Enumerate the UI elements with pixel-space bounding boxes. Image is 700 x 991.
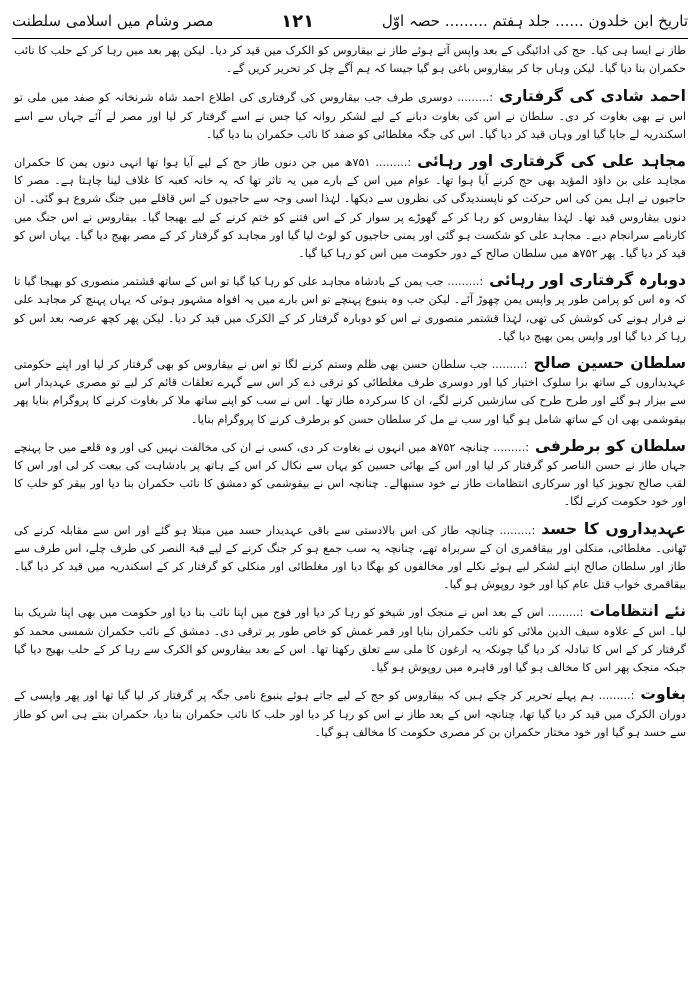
section-heading: نئے انتظامات [589, 602, 686, 621]
paragraph [14, 87, 686, 144]
paragraph [14, 271, 686, 346]
section-heading: سلطان کو برطرفی [535, 436, 686, 455]
paragraph-text: طاز نے ایسا ہی کیا۔ حج کی ادائیگی کے بعد واپس آتے ہوئے طاز نے بیقاروس کو الکرک میں قید کر دیا۔ لیکن پھر بعد میں رہا کر کے حلب کا نائب حکمران بنا دیا گیا۔ لیکن وہاں جا کر بیقاروس باغی ہو گیا جیسا کہ ہم آگے چل کر تحریر کریں گے۔ [14, 44, 686, 76]
paragraph-text: :......... جب سلطان حسن بھی ظلم وستم کرنے لگا تو اس نے بیقاروس کو بھی گرفتار کر لیا اور اپنے حکومتی عہدیداروں کے ساتھ برا سلوک اختیار کیا اور دوسری طرف مغلطائی کو ترقی دے کر اس سے گہرے تعلقات قائم کر لیے تو مصری عہدیدار اس سے بیزار ہو گئے اور طرح طرح کی سازشیں کرنے لگے، ان کا سرکردہ طاز تھا۔ اس نے سب کو اپنے ساتھ ملا کر بغاوت کرنے کا پروگرام بنایا پھر بیقوشمی بھی ان کے ساتھ شامل ہو گیا اور سب نے مل کر سلطان حسن کو برطرف کرنے کا پروگرام بنایا۔ [14, 358, 686, 426]
paragraph [14, 152, 686, 263]
paragraph [14, 437, 686, 512]
paragraph-text: :......... جب یمن کے بادشاہ مجاہد علی کو رہا کیا گیا تو اس کے ساتھ قشتمر منصوری کو بھیجا گیا تا کہ وہ اس کو پرامن طور پر واپس یمن چھوڑ آئے۔ لیکن جب وہ ینبوع پہنچے تو اس بارے میں یہ افواہ مشہور ہوئی کہ یہاں پہنچ کر مجاہد علی نے فرار ہونے کی کوشش کی تھی، لہٰذا قشتمر منصوری نے اس کو دوبارہ گرفتار کر کے الکرک میں قید کر دیا۔ لیکن پھر کچھ عرصہ بعد اس کو رہا کر دیا گیا اور واپس یمن بھیج دیا گیا۔ [14, 275, 686, 343]
paragraph [14, 354, 686, 429]
paragraph [14, 520, 686, 595]
section-heading: سلطان حسین صالح [533, 354, 686, 373]
part-label: حصہ اوّل [381, 12, 441, 30]
volume-label: جلد ہفتم [492, 12, 551, 30]
paragraph-text: :......... ہم پہلے تحریر کر چکے ہیں کہ بیقاروس کو حج کے لیے جاتے ہوئے ینبوع نامی جگہ پر گرفتار کر لیا گیا تھا اور پھر واپسی کے دوران الکرک میں قید کر دیا گیا تھا، چنانچہ اس کے بعد طاز نے اس کو رہا کر دیا اور حلب کا نائب حکمران بنا دیا، حکمران بنتے ہی اس کو طاز سے حسد ہو گیا اور خود مختار حکمران بن کر مصری حکومت کا مخالف ہو گیا۔ [14, 689, 686, 739]
header-rule [12, 38, 688, 39]
page-topic: مصر وشام میں اسلامی سلطنت [12, 12, 214, 30]
paragraph-text: :......... دوسری طرف جب بیقاروس کی گرفتاری کی اطلاع احمد شاہ شرنخانہ کو صفد میں ملی تو اس نے بھی بغاوت کر دی۔ سلطان نے اس کی بغاوت دبانے کے لیے لشکر روانہ کیا جس نے اسے گرفتار کر لیا اور مصر لے آئے جہاں سے اسے اسکندریہ لے جایا گیا اور وہاں قید کر دیا گیا۔ اس کی جگہ مغلطائی کو صفد کا نائب حکمران بنا دیا گیا۔ [14, 91, 686, 141]
paragraph-text: :......... ۷۵۱ھ میں جن دنوں طاز حج کے لیے آیا ہوا تھا انہی دنوں یمن کا حکمران مجاہد علی بن داؤد المؤید بھی حج کرنے آیا ہوا تھا۔ عوام میں اس کے بارے میں یہ تاثر تھا کہ یہ خانہ کعبہ کا غلاف لینا چاہتا ہے۔ مصر کا حاجیوں نے اہل یمن کی اس حرکت کو ناپسندیدگی کی نظروں سے دیکھا۔ لہٰذا اسی وجہ سے حاجیوں کے اس قافلے میں جنگ شروع ہو گئی۔ ان دنوں بیقاروس قید تھا۔ لہٰذا بیقاروس کو رہا کر کے گھوڑے پر سوار کر کے اس فتنے کو ختم کرنے کے لیے بھیجا گیا۔ بیقاروس نے اس جنگ میں کارنامے سرانجام دیے۔ مجاہد علی کو شکست ہو گئی اور یمنی حاجیوں کو لوٹ لیا گیا اور مجاہد کو گرفتار کر کے مصر بھیج دیا گیا۔ یہاں اس کو قید کر دیا گیا۔ پھر ۷۵۲ھ میں سلطان صالح کے دور حکومت میں اس کو رہا کیا گیا۔ [14, 156, 686, 261]
section-heading: بغاوت [640, 685, 686, 704]
section-heading: دوبارہ گرفتاری اور رہائی [489, 271, 687, 290]
book-title-text: تاریخ ابن خلدون [588, 12, 688, 30]
page-number: ۱۲۱ [281, 10, 315, 32]
paragraph-text: :......... اس کے بعد اس نے منجک اور شیخو کو رہا کر دیا اور فوج میں اپنا نائب بنا دیا اور حکومت میں بھی اپنا شریک بنا لیا۔ اس کے علاوہ سیف الدین ملائی کو نائب حکمران بنایا اور قمر غمش کو خاص طور پر ترقی دی۔ دمشق کے نائب حکمران شمسی محمد کو گرفتار کر کے اس کا تبادلہ کر دیا گیا چونکہ یہ ارغون کا ملی سے تعلق رکھتا تھا۔ اس کے بعد بیقاروس کو الکرک سے رہا کر کے حلب بھیج دیا گیا جبکہ منجک پھر اس کا مخالف ہو گیا اور قاہرہ میں روپوش ہو گیا۔ [14, 606, 686, 675]
page-header [12, 6, 688, 36]
paragraph-text: :......... چنانچہ ۷۵۲ھ میں انہوں نے بغاوت کر دی، کسی نے ان کی مخالفت نہیں کی اور وہ قلعے میں جا پہنچے جہاں طاز نے حسن الناصر کو گرفتار کر لیا اور اس کے بھائی حسین کو یہاں سے نکال کر اس کے ہاتھ پر بادشاہت کی بیعت کر لی اور اس کا لقب صالح تجویز کیا اور سرکاری انتظامات طاز نے خود سنبھالے۔ چنانچہ اس نے بیقوشمی کو دمشق کا نائب حکمران بنا دیا اور بیقر کو حلب کا اور خود حکومت کرنے لگا۔ [14, 440, 686, 509]
paragraph-text: :......... چنانچہ طاز کی اس بالادستی سے باقی عہدیدار حسد میں مبتلا ہو گئے اور اس سے مقابلہ کرنے کی ٹھانی۔ مغلطائی، منکلی اور بیقاقمری ان کے سربراہ تھے، چنانچہ یہ سب جمع ہو کر جنگ کرنے کے لیے قبۃ النصر کی طرف چلے، اس طرف سے طاز اور سلطان صالح اپنے لشکر لیے ہوئے نکلے اور مخالفوں کو بھگا دیا اور مغلطائی اور منکلی کو گرفتار کر کے اسکندریہ میں قید کر دیا گیا۔ بیقاقمری خواب قتل عام کیا اور خود روپوش ہو گیا۔ [14, 523, 686, 592]
paragraph [14, 685, 686, 742]
paragraph [14, 602, 686, 677]
book-title: تاریخ ابن خلدون ...... جلد ہفتم ......... حصہ اوّل [381, 12, 688, 30]
paragraph-intro [14, 42, 686, 78]
page-body [14, 42, 686, 750]
section-heading: احمد شادی کی گرفتاری [498, 87, 686, 106]
section-heading: عہدیداروں کا حسد [541, 519, 686, 538]
section-heading: مجاہد علی کی گرفتاری اور رہائی [417, 152, 686, 171]
